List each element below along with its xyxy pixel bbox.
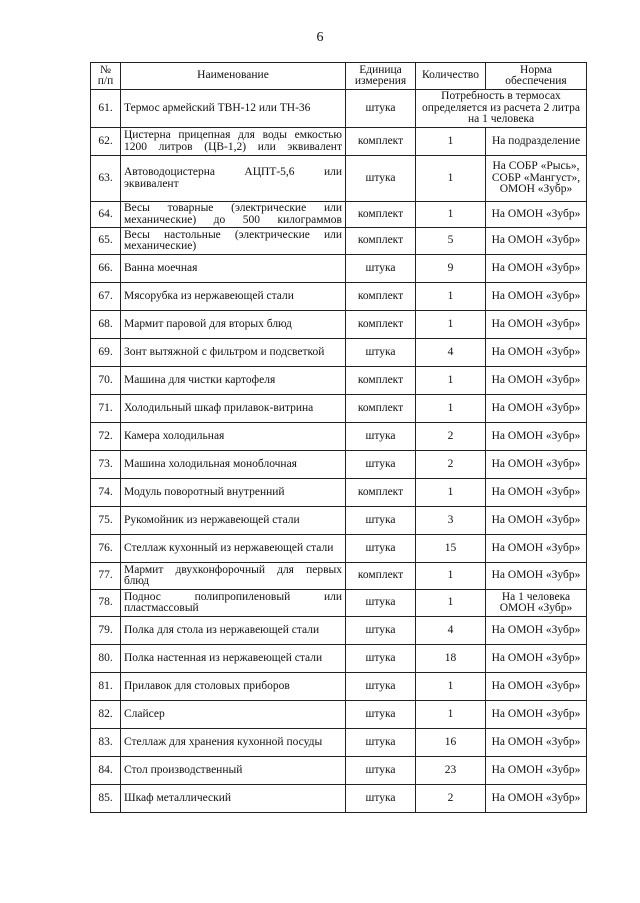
item-norm: На ОМОН «Зубр» [486,673,587,701]
item-unit: штука [346,255,416,283]
table-row [91,645,587,673]
table-row [91,255,587,283]
table-row [91,156,587,202]
item-name: Стеллаж для хранения кухонной посуды [121,729,346,757]
item-norm: На ОМОН «Зубр» [486,729,587,757]
item-name: Стеллаж кухонный из нержавеющей стали [121,535,346,563]
item-norm: На ОМОН «Зубр» [486,563,587,590]
item-unit: комплект [346,311,416,339]
table-row [91,507,587,535]
item-quantity: 18 [416,645,486,673]
row-number: 75. [91,507,121,535]
table-row [91,339,587,367]
table-row [91,283,587,311]
item-unit: штука [346,339,416,367]
item-quantity: 1 [416,156,486,202]
row-number: 64. [91,202,121,228]
row-number: 79. [91,617,121,645]
item-norm: На ОМОН «Зубр» [486,423,587,451]
item-name: Полка настенная из нержавеющей стали [121,645,346,673]
item-norm: На СОБР «Рысь», СОБР «Мангуст», ОМОН «Зубр» [486,156,587,202]
item-unit: штука [346,785,416,813]
item-quantity: 1 [416,395,486,423]
item-quantity: 23 [416,757,486,785]
item-unit: штука [346,757,416,785]
item-name: Весы настольные (электрические или механические) [121,228,346,255]
item-name: Машина холодильная моноблочная [121,451,346,479]
row-number: 76. [91,535,121,563]
item-quantity: 3 [416,507,486,535]
item-norm: На ОМОН «Зубр» [486,451,587,479]
item-quantity: 1 [416,479,486,507]
header-unit: Единица измерения [346,63,416,90]
item-unit: комплект [346,128,416,156]
item-quantity: 15 [416,535,486,563]
item-norm: На ОМОН «Зубр» [486,701,587,729]
row-number: 80. [91,645,121,673]
item-unit: штука [346,507,416,535]
table-row [91,757,587,785]
row-number: 65. [91,228,121,255]
table-row [91,90,587,128]
table-row [91,673,587,701]
item-norm: На ОМОН «Зубр» [486,339,587,367]
table-row [91,423,587,451]
table-row [91,729,587,757]
item-unit: комплект [346,479,416,507]
item-name: Полка для стола из нержавеющей стали [121,617,346,645]
page-number: 6 [316,30,324,45]
item-quantity: 1 [416,590,486,617]
row-number: 74. [91,479,121,507]
item-norm: На ОМОН «Зубр» [486,395,587,423]
item-norm: На ОМОН «Зубр» [486,645,587,673]
table-header-row [91,63,587,90]
item-norm: На ОМОН «Зубр» [486,228,587,255]
item-quantity: 1 [416,563,486,590]
row-number: 70. [91,367,121,395]
item-norm: На ОМОН «Зубр» [486,367,587,395]
table-row [91,785,587,813]
row-number: 77. [91,563,121,590]
table-row [91,451,587,479]
row-number: 66. [91,255,121,283]
row-number: 67. [91,283,121,311]
item-name: Весы товарные (электрические или механические) до 500 килограммов [121,202,346,228]
item-unit: штука [346,423,416,451]
item-name: Рукомойник из нержавеющей стали [121,507,346,535]
item-quantity: 5 [416,228,486,255]
item-norm: На ОМОН «Зубр» [486,617,587,645]
table-row [91,128,587,156]
item-quantity: 2 [416,451,486,479]
table-row [91,395,587,423]
item-quantity: 1 [416,701,486,729]
item-name: Автоводоцистерна АЦПТ-5,6 или эквивалент [121,156,346,202]
table-row [91,202,587,228]
item-unit: комплект [346,202,416,228]
item-quantity: 4 [416,617,486,645]
item-name: Термос армейский ТВН-12 или ТН-36 [121,90,346,128]
item-norm: На ОМОН «Зубр» [486,479,587,507]
item-unit: комплект [346,367,416,395]
table-row [91,563,587,590]
table-row [91,617,587,645]
supply-norms-table [90,62,587,813]
item-name: Ванна моечная [121,255,346,283]
row-number: 84. [91,757,121,785]
item-unit: комплект [346,283,416,311]
table-row [91,590,587,617]
table-row [91,701,587,729]
item-name: Стол производственный [121,757,346,785]
row-number: 81. [91,673,121,701]
item-name: Холодильный шкаф прилавок-витрина [121,395,346,423]
item-quantity: 1 [416,202,486,228]
item-unit: штука [346,729,416,757]
item-norm: На ОМОН «Зубр» [486,535,587,563]
item-name: Прилавок для столовых приборов [121,673,346,701]
row-number: 73. [91,451,121,479]
item-unit: штука [346,156,416,202]
table-row [91,367,587,395]
row-number: 85. [91,785,121,813]
item-quantity: 1 [416,283,486,311]
item-name: Шкаф металлический [121,785,346,813]
row-number: 62. [91,128,121,156]
row-number: 68. [91,311,121,339]
item-norm: На ОМОН «Зубр» [486,283,587,311]
item-unit: штука [346,590,416,617]
table-row [91,311,587,339]
item-name: Мясорубка из нержавеющей стали [121,283,346,311]
item-unit: штука [346,617,416,645]
item-norm: На ОМОН «Зубр» [486,255,587,283]
item-name: Слайсер [121,701,346,729]
item-quantity: 9 [416,255,486,283]
item-unit: штука [346,451,416,479]
item-unit: штука [346,701,416,729]
row-number: 72. [91,423,121,451]
item-norm: На ОМОН «Зубр» [486,311,587,339]
item-merged-note: Потребность в термосах определяется из расчета 2 литра на 1 человека [416,90,587,128]
item-name: Поднос полипропиленовый или пластмассовый [121,590,346,617]
item-norm: На ОМОН «Зубр» [486,785,587,813]
item-norm: На ОМОН «Зубр» [486,757,587,785]
table-row [91,228,587,255]
item-quantity: 2 [416,785,486,813]
item-name: Модуль поворотный внутренний [121,479,346,507]
item-norm: На ОМОН «Зубр» [486,202,587,228]
item-name: Мармит паровой для вторых блюд [121,311,346,339]
item-unit: комплект [346,228,416,255]
item-quantity: 16 [416,729,486,757]
item-unit: штука [346,673,416,701]
item-quantity: 4 [416,339,486,367]
row-number: 71. [91,395,121,423]
header-qty: Количество [416,63,486,90]
item-name: Машина для чистки картофеля [121,367,346,395]
row-number: 61. [91,90,121,128]
table-row [91,535,587,563]
item-unit: штука [346,645,416,673]
item-name: Зонт вытяжной с фильтром и подсветкой [121,339,346,367]
row-number: 63. [91,156,121,202]
item-unit: комплект [346,395,416,423]
table-row [91,479,587,507]
item-norm: На подразделение [486,128,587,156]
item-norm: На ОМОН «Зубр» [486,507,587,535]
item-unit: штука [346,535,416,563]
item-quantity: 1 [416,673,486,701]
item-name: Мармит двухконфорочный для первых блюд [121,563,346,590]
item-quantity: 2 [416,423,486,451]
item-quantity: 1 [416,311,486,339]
header-num: № п/п [91,63,121,90]
item-unit: штука [346,90,416,128]
item-quantity: 1 [416,128,486,156]
header-name: Наименование [121,63,346,90]
header-norm: Норма обеспечения [486,63,587,90]
item-norm: На 1 человека ОМОН «Зубр» [486,590,587,617]
table-body [91,90,587,813]
item-unit: комплект [346,563,416,590]
row-number: 83. [91,729,121,757]
row-number: 82. [91,701,121,729]
row-number: 78. [91,590,121,617]
item-name: Цистерна прицепная для воды емкостью 1200 литров (ЦВ-1,2) или эквивалент [121,128,346,156]
item-name: Камера холодильная [121,423,346,451]
item-quantity: 1 [416,367,486,395]
row-number: 69. [91,339,121,367]
